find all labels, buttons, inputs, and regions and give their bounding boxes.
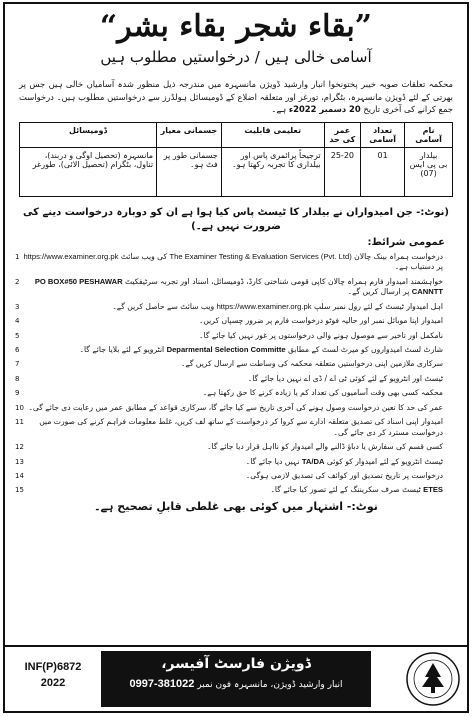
col-age-limit: عمر کی حد bbox=[324, 122, 360, 147]
condition-pre: کسی قسم کی سفارش یا دباؤ ڈالنے والے امیدوار کو نااہل قرار دیا جائے گا۔ bbox=[207, 442, 443, 452]
col-post-name: نام آسامی bbox=[405, 122, 453, 147]
condition-latin-2: https://www.examiner.org.pk bbox=[23, 251, 119, 261]
condition-pre: ٹیسٹ انٹرویو کے لئے امیدوار کو کوئی bbox=[326, 456, 443, 466]
condition-number: 14 bbox=[15, 471, 24, 480]
condition-number: 6 bbox=[15, 346, 20, 355]
condition-item bbox=[15, 359, 443, 370]
condition-latin: Deparmental Selection Committe bbox=[166, 345, 286, 355]
inf-year: 2022 bbox=[40, 677, 66, 689]
condition-pre: محکمہ کسی بھی وقت آسامیوں کی تعداد کم یا زیادہ کرنے کا حق رکھتا ہے۔ bbox=[202, 388, 443, 398]
inf-code-block bbox=[11, 659, 95, 691]
condition-pre: امیدوار اپنا موبائل نمبر اور حالیہ فوٹو درخواست فارم پر ضرور چسپاں کریں۔ bbox=[198, 316, 443, 326]
condition-number: 13 bbox=[15, 457, 24, 466]
advertisement-page bbox=[3, 2, 469, 713]
footer bbox=[5, 645, 467, 711]
col-post-count: تعداد آسامی bbox=[361, 122, 405, 147]
condition-item bbox=[15, 345, 443, 356]
condition-item bbox=[15, 417, 443, 439]
intro-suffix: ہے۔ bbox=[271, 104, 287, 114]
intro-text: محکمہ تعلقات صوبہ خیبر پختونخوا انبار وارشید ڈویژن مانسہرہ میں مندرجہ ذیل منظور شدہ آسامیاں خالی ہیں جس پر بھرتی کے لئے ڈویژن مانسہرہ، بٹگرام، تورغر اور متعلقہ اضلاع کے ڈومیسائل ہولڈرز سے درخواستیں مطلوب ہیں۔ درخواست جمع کرانے کی آخری تاریخ bbox=[19, 79, 453, 114]
condition-item bbox=[15, 276, 443, 299]
condition-item bbox=[15, 301, 443, 313]
posts-table bbox=[19, 122, 453, 197]
condition-item bbox=[15, 470, 443, 482]
condition-latin: The Examiner Testing & Evaluation Services (Pvt. Ltd) bbox=[169, 251, 352, 261]
cell-physical: جسمانی طور پر فٹ ہو۔ bbox=[157, 147, 222, 196]
condition-item bbox=[15, 373, 443, 385]
condition-latin: PO BOX#50 PESHAWAR CANNTT bbox=[34, 276, 443, 297]
post-title: بیلدار bbox=[419, 150, 438, 160]
condition-post: انٹرویو کے لئے بلایا جائے گا۔ bbox=[79, 345, 165, 355]
officer-phone: 0997-381022 bbox=[129, 678, 195, 690]
condition-number: 11 bbox=[15, 418, 24, 426]
post-bps: بی پی ایس (07) bbox=[409, 159, 448, 178]
condition-pre: درخواست پر تاریخ تصدیق اور کوائف کی تصدیق لازمی ہوگی۔ bbox=[245, 470, 443, 480]
condition-number: 5 bbox=[15, 331, 20, 340]
condition-pre: خواہشمند امیدوار فارم ہمراہ چالان کاپی قومی شناختی کارڈ، ڈومیسائل، اسناد اور تجربہ سرٹیفکیٹ bbox=[125, 276, 443, 286]
condition-item bbox=[15, 456, 443, 468]
errata-note: نوٹ:- اشتہار میں کوئی بھی غلطی قابلِ تصحیح ہے۔ bbox=[94, 500, 378, 514]
condition-latin: TA/DA bbox=[301, 456, 325, 466]
officer-band bbox=[101, 651, 371, 707]
condition-item bbox=[15, 442, 443, 453]
officer-address-line bbox=[101, 678, 371, 690]
officer-address: انبار وارشید ڈویژن، مانسہرہ فون نمبر bbox=[197, 680, 343, 690]
condition-pre: سرکاری ملازمین اپنی درخواستیں متعلقہ محکمہ کی وساطت سے ارسال کریں گے۔ bbox=[180, 359, 443, 369]
condition-post: پر ارسال کریں گے۔ bbox=[347, 287, 410, 297]
cell-domicile: مانسہرہ (تحصیل اوگی و دربند)، تناول، بٹگرام (تحصیل الائی)، طورغر bbox=[20, 147, 157, 196]
condition-number: 15 bbox=[15, 486, 24, 495]
deadline-date: 20 دسمبر 2022ء bbox=[288, 104, 361, 114]
intro-paragraph bbox=[5, 78, 467, 116]
condition-latin: ETES bbox=[423, 485, 443, 495]
condition-pre: شارٹ لسٹ امیدواروں کو میرٹ لسٹ کے مطابق bbox=[288, 345, 443, 355]
condition-number: 1 bbox=[15, 252, 20, 261]
vacancies-subtitle: آسامی خالی ہیں / درخواستیں مطلوب ہیں bbox=[100, 48, 372, 66]
condition-number: 2 bbox=[15, 277, 20, 286]
retest-note: (نوٹ:- جن امیدواران نے بیلدار کا ٹیسٹ پاس کیا ہوا ہے ان کو دوبارہ درخواست دینے کی ضرورت نہیں ہے۔) bbox=[23, 206, 449, 232]
condition-post: نہیں دیا جائے گا۔ bbox=[245, 456, 300, 466]
col-domicile: ڈومیسائل bbox=[20, 122, 157, 147]
slogan-title: “بقاء شجر بقاء بشر” bbox=[99, 9, 373, 44]
condition-item bbox=[15, 330, 443, 342]
cell-qualification: ترجیحاً پرائمری پاس اور بیلداری کا تجربہ رکھتا ہو۔ bbox=[221, 147, 324, 196]
col-qualification: تعلیمی قابلیت bbox=[221, 122, 324, 147]
condition-item bbox=[15, 485, 443, 496]
condition-item bbox=[15, 251, 443, 274]
cell-age: 25-20 bbox=[324, 147, 360, 196]
condition-pre: درخواست ہمراہ بینک چالان bbox=[354, 251, 443, 261]
condition-item bbox=[15, 402, 443, 414]
condition-post: ویب سائٹ سے حاصل کریں گے۔ bbox=[112, 301, 215, 311]
condition-number: 12 bbox=[15, 443, 24, 452]
officer-title: ڈویژن فارسٹ آفیسر، bbox=[161, 656, 311, 672]
condition-number: 3 bbox=[15, 302, 20, 311]
department-seal-icon bbox=[405, 651, 461, 707]
condition-item bbox=[15, 388, 443, 399]
general-conditions-title: عمومی شرائط: bbox=[367, 236, 445, 248]
condition-latin: https://www.examiner.org.pk bbox=[216, 301, 312, 311]
condition-number: 7 bbox=[15, 360, 20, 369]
table-header-row bbox=[20, 122, 453, 147]
condition-pre: اہل امیدوار ٹیسٹ کے لئے رول نمبر سلپ bbox=[313, 301, 443, 311]
col-physical: جسمانی معیار bbox=[157, 122, 222, 147]
inf-code: INF(P)6872 bbox=[24, 661, 82, 673]
condition-number: 10 bbox=[15, 403, 24, 412]
condition-item bbox=[15, 316, 443, 327]
cell-count: 01 bbox=[361, 147, 405, 196]
condition-pre: نامکمل اور تاخیر سے موصول ہونے والی درخواستوں پر غور نہیں کیا جائے گا۔ bbox=[199, 330, 443, 340]
table-row bbox=[20, 147, 453, 196]
conditions-list bbox=[5, 252, 467, 497]
condition-pre: امیدوار اپنی اسناد کی تصدیق متعلقہ ادارے سے کروا کر درخواست کے ساتھ لف کریں، غلط معلومات فراہم کرنے کی صورت میں درخواست مسترد کر دی جائے گی۔ bbox=[39, 417, 443, 437]
condition-number: 9 bbox=[15, 389, 20, 398]
condition-post: کی ویب سائٹ bbox=[120, 251, 168, 261]
condition-number: 8 bbox=[15, 374, 20, 383]
condition-number: 4 bbox=[15, 317, 20, 326]
condition-post-2: پر دستیاب ہے۔ bbox=[394, 262, 443, 272]
condition-pre: عمر کی حد کا تعین درخواست وصول ہونے کی آخری تاریخ سے کیا جائے گا، سرکاری قواعد کے مطابق عمر میں رعایت دی جائے گی۔ bbox=[28, 402, 443, 412]
condition-post: ٹیسٹ صرف سکریننگ کے لئے تصور کیا جائے گا۔ bbox=[270, 485, 421, 495]
cell-post bbox=[405, 147, 453, 196]
condition-pre: ٹیسٹ اور انٹرویو کے لئے کوئی ٹی اے / ڈی اے نہیں دیا جائے گا۔ bbox=[247, 373, 443, 383]
